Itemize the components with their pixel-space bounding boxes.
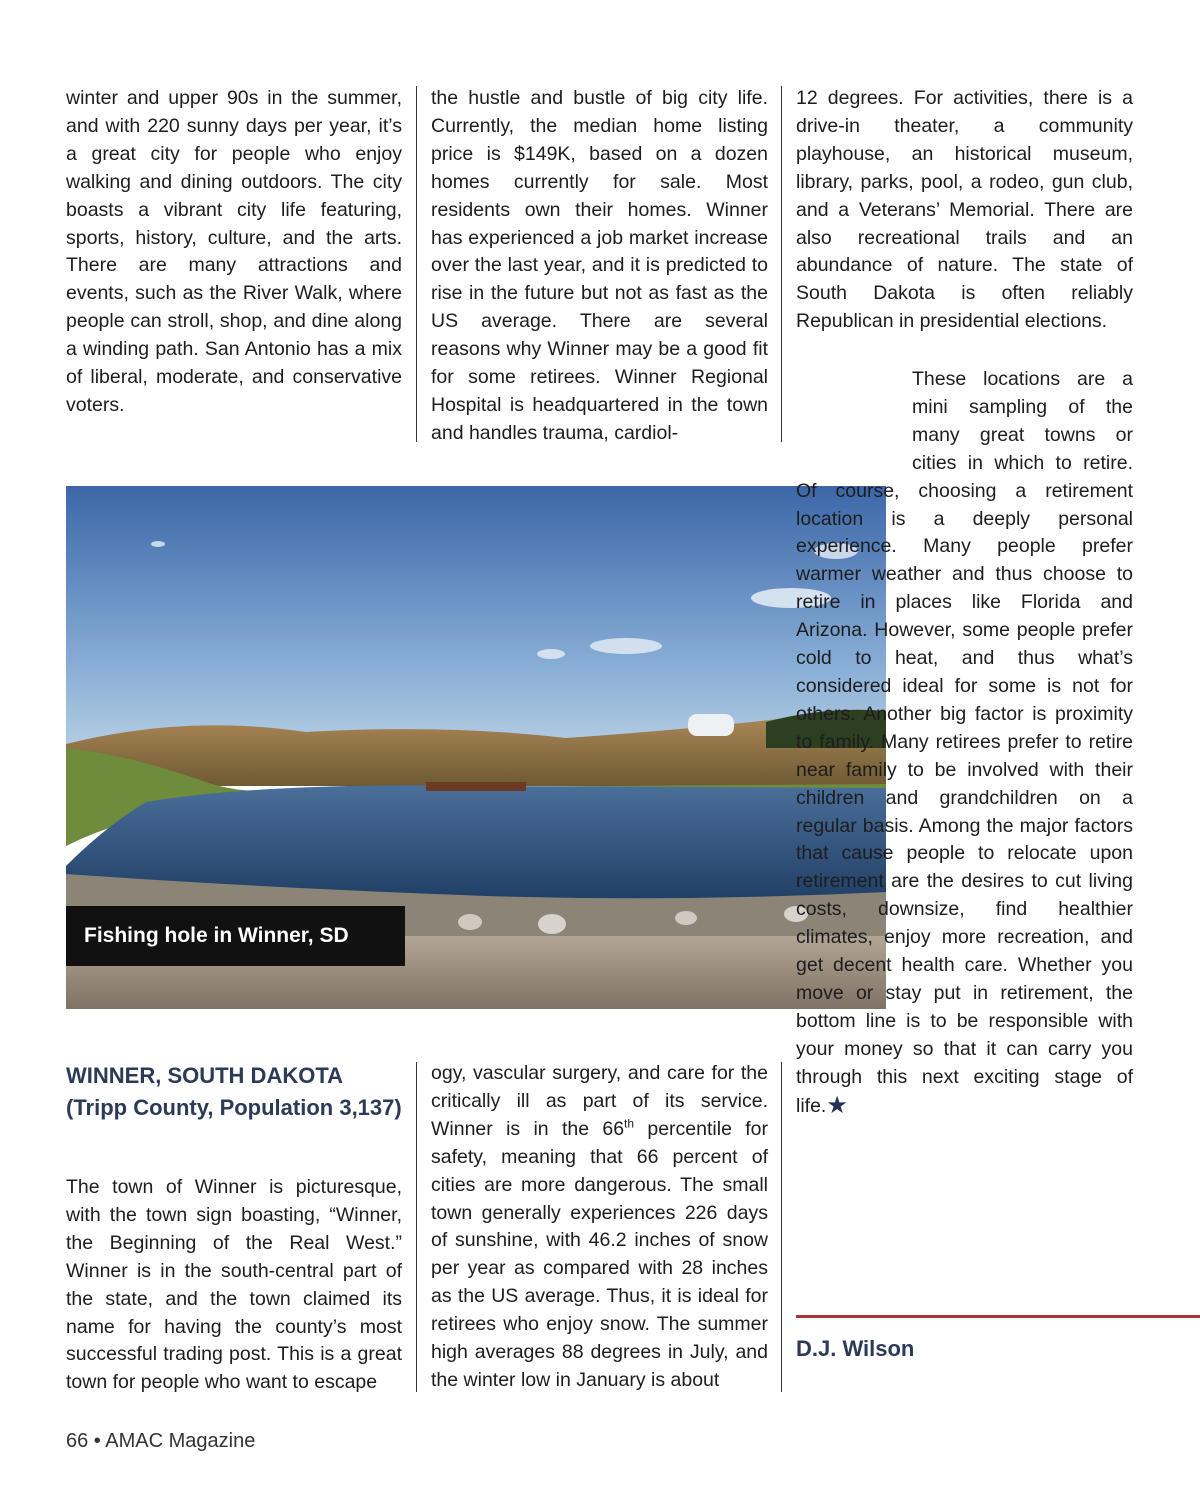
dock: [426, 782, 526, 791]
column-divider: [781, 86, 782, 442]
end-star-icon: ★: [826, 1091, 848, 1119]
body-text: These locations are a mini sampling of the many great towns or cities in which to retire. Of course, choosing a retirement location is a deeply personal experience. Many people prefer warmer weather and thus choose to retire in places like Florida and Arizona. However, some people prefer cold to heat, and thus what’s considered ideal for some is not for others. Another big factor is proximity to family. Many retirees prefer to retire near family to be involved with their children and grandchildren on a regular basis. Among the major factors that cause people to relocate upon retirement are the desires to cut living costs, downsize, find healthier climates, enjoy more recreation, and get decent health care. Whether you move or stay put in retirement, the bottom line is to be responsible with your money so that it can carry you through this next exciting stage of life.: [796, 368, 1133, 1117]
body-paragraph: The town of Winner is picturesque, with the town sign boasting, “Winner, the Beginning of the Real West.” Winner is in the south-central part of the state, and the town claimed its name for having the county’s most successful trading post. This is a great town for people who want to escape: [66, 1176, 402, 1394]
image-wrap-spacer: [796, 366, 912, 450]
body-paragraph: winter and upper 90s in the summer, and with 220 sunny days per year, it’s a great city for people who enjoy walking and dining outdoors. The city boasts a vibrant city life featuring, sports, history, culture, and the arts. There are many attractions and events, such as the River Walk, where people can stroll, shop, and dine along a winding path. San Antonio has a mix of liberal, moderate, and conservative voters.: [66, 87, 402, 416]
rock: [675, 911, 697, 925]
body-text: ogy, vascular surgery, and care for the critically ill as part of its service. Winner is in the 66: [431, 1062, 768, 1140]
column-divider: [416, 1062, 417, 1392]
page-folio: 66 • AMAC Magazine: [66, 1430, 256, 1452]
body-paragraph: 12 degrees. For activities, there is a drive-in theater, a community playhouse, an historical museum, library, parks, pool, a rodeo, gun club, and a Veterans’ Memorial. There are also recreational trails and an abundance of nature. The state of South Dakota is often reliably Republican in presidential elections.: [796, 87, 1133, 333]
cloud: [537, 649, 565, 659]
column-divider: [781, 1062, 782, 1392]
body-paragraph: [431, 1060, 768, 1395]
water-tower: [688, 714, 734, 736]
article-column-bottom-middle: [431, 1060, 768, 1395]
cloud: [151, 541, 165, 547]
photo-caption: Fishing hole in Winner, SD: [66, 906, 405, 966]
body-paragraph: the hustle and bustle of big city life. Currently, the median home listing price is $149K, based on a dozen homes currently for sale. Most residents own their homes. Winner has experienced a job market increase over the last year, and it is predicted to rise in the future but not as fast as the US average. There are several reasons why Winner may be a good fit for some retirees. Winner Regional Hospital is headquartered in the town and handles trauma, cardiol-: [431, 87, 768, 444]
cloud: [590, 638, 662, 654]
section-heading: WINNER, SOUTH DAKOTA (Tripp County, Population 3,137): [66, 1063, 402, 1120]
ordinal-suffix: th: [624, 1116, 635, 1131]
body-text: percentile for safety, meaning that 66 percent of cities are more dangerous. The small town generally experiences 226 days of sunshine, with 46.2 inches of snow per year as compared with 28 inches as the US average. Thus, it is ideal for retirees who enjoy snow. The summer high averages 88 degrees in July, and the winter low in January is about: [431, 1117, 768, 1391]
rock: [458, 914, 482, 930]
article-column-top-left: [66, 85, 402, 420]
author-byline: D.J. Wilson: [796, 1336, 915, 1361]
article-column-bottom-left: [66, 1174, 402, 1397]
rock: [538, 914, 566, 934]
article-column-top-middle: [431, 85, 768, 448]
article-column-right-wrap: [796, 366, 1133, 1120]
author-rule: [796, 1315, 1200, 1318]
article-column-top-right: [796, 85, 1133, 336]
column-divider: [416, 86, 417, 442]
body-paragraph: [796, 366, 1133, 1120]
